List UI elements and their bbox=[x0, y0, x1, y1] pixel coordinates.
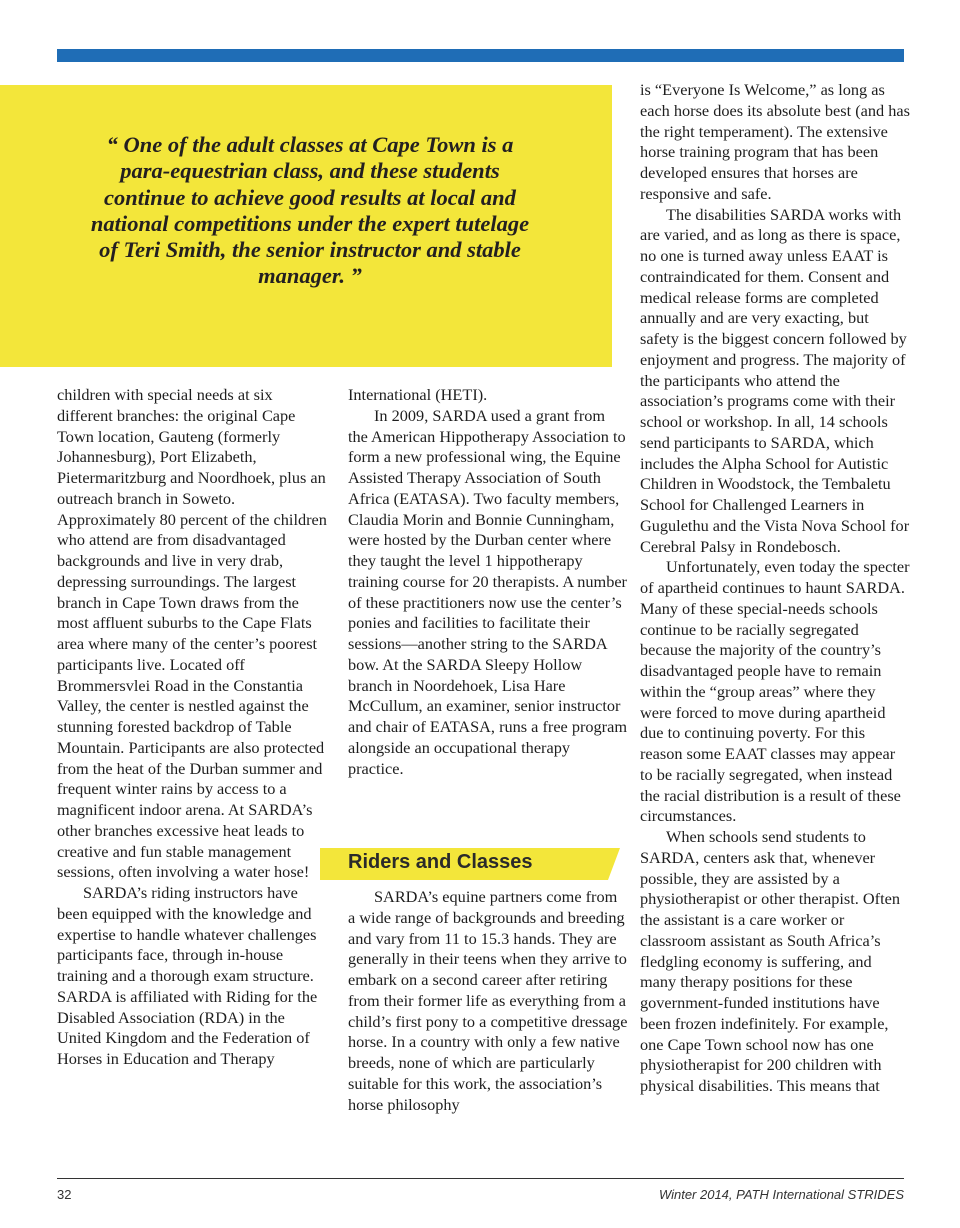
right-column bbox=[640, 80, 910, 1097]
paragraph: SARDA’s riding instructors have been equipped with the knowledge and expertise to handle whatever challenges participants face, through in-house training and a thorough exam structure. SARDA is affiliated with Riding for the Disabled Association (RDA) in the United Kingdom and the Federation of Horses in Education and Therapy bbox=[57, 883, 318, 1068]
paragraph: SARDA’s equine partners come from a wide range of backgrounds and breeding and vary from 11 to 15.3 hands. They are generally in their teens when they arrive to embark on a second career after retiring from their former life as everything from a child’s first pony to a competitive dressage horse. In a country with only a few native breeds, none of which are particularly suitable for this work, the association’s horse philosophy bbox=[348, 887, 628, 1114]
paragraph: International (HETI). bbox=[348, 385, 488, 404]
middle-column-bottom bbox=[348, 887, 628, 1115]
pullquote: “ One of the adult classes at Cape Town is a para-equestrian class, and these students continue to achieve good results at local and national competitions under the expert tutelage of Teri Smith, the senior instructor and stable manager. ” bbox=[90, 132, 530, 289]
middle-column-top bbox=[348, 385, 628, 779]
paragraph: The disabilities SARDA works with are varied, and as long as there is space, no one is turned away unless EAAT is contraindicated for them. Consent and medical release forms are completed annually and are very exacting, but safety is the biggest concern followed by enjoyment and progress. The majority of the participants who attend the association’s programs come with their school or workshop. In all, 14 schools send participants to SARDA, which includes the Alpha School for Autistic Children in Woodstock, the Tembaletu School for Challenged Learners in Gugulethu and the Vista Nova School for Cerebral Palsy in Rondebosch. bbox=[640, 204, 910, 556]
footer-rule bbox=[57, 1178, 904, 1179]
paragraph: children with special needs at six different branches: the original Cape Town location, Gauteng (formerly Johannesburg), Port Elizabeth, Pietermaritzburg and Noordhoek, plus an outreach branch in Soweto. Approximately 80 percent of the children who attend are from disadvantaged backgrounds and live in very drab, depressing surroundings. The largest branch in Cape Town draws from the most affluent suburbs to the Cape Flats area where many of the center’s poorest participants live. Located off Brommersvlei Road in the Constantia Valley, the center is nestled against the stunning forested backdrop of Table Mountain. Participants are also protected from the heat of the Durban summer and frequent winter rains by access to a magnificent indoor arena. At SARDA’s other branches excessive heat leads to creative and fun stable management sessions, often involving a water hose! bbox=[57, 385, 327, 882]
left-column bbox=[57, 385, 327, 1070]
page-number: 32 bbox=[57, 1187, 72, 1202]
publication-title: Winter 2014, PATH International STRIDES bbox=[658, 1187, 904, 1202]
top-color-bar bbox=[57, 49, 904, 62]
paragraph: Unfortunately, even today the specter of apartheid continues to haunt SARDA. Many of these special-needs schools continue to be racially segregated because the majority of the country’s disadvantaged people have to remain within the “group areas” where they were forced to move during apartheid due to continuing poverty. For this reason some EAAT classes may appear to be racially segregated, when instead the racial distribution is a result of these circumstances. bbox=[640, 557, 910, 826]
paragraph: In 2009, SARDA used a grant from the American Hippotherapy Association to form a new professional wing, the Equine Assisted Therapy Association of South Africa (EATASA). Two faculty members, Claudia Morin and Bonnie Cunningham, were hosted by the Durban center where they taught the level 1 hippotherapy training course for 20 therapists. A number of these practitioners now use the center’s ponies and facilities to facilitate their sessions—another string to the SARDA bow. At the SARDA Sleepy Hollow branch in Noordehoek, Lisa Hare McCullum, an examiner, senior instructor and chair of EATASA, runs a free program alongside an occupational therapy practice. bbox=[348, 405, 627, 778]
section-heading: Riders and Classes bbox=[348, 851, 533, 873]
paragraph: is “Everyone Is Welcome,” as long as each horse does its absolute best (and has the right temperament). The extensive horse training program that has been developed ensures that horses are responsive and safe. bbox=[640, 80, 910, 203]
paragraph: When schools send students to SARDA, centers ask that, whenever possible, they are assisted by a physiotherapist or other therapist. Often the assistant is a care worker or classroom assistant as South Africa’s fledgling economy is suffering, and many therapy positions for these government-funded institutions have been frozen indefinitely. For example, one Cape Town school now has one physiotherapist for 200 children with physical disabilities. This means that bbox=[640, 827, 900, 1095]
